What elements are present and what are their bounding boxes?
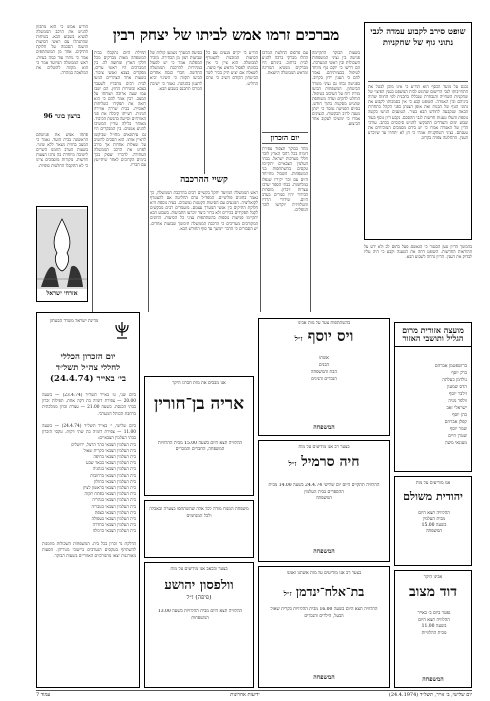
article-col-3: הודיע כי יקיים מגעים עם כל הסיעות המוכנות להצטרף לממשלה. הוא ציין כי אין בכוונתו לפסול מראש אף סיעה. לשאלה אם יציע תיק בכיר לשר הביטחון הקודם השיב כי טרם החליט. — [206, 50, 258, 86]
notice-bat-body: ההלוויה תצא היום בשעה 16.00 מבית ההלוויות בקרית שאול הבעל, הילדים והנכדים — [270, 607, 378, 619]
notice-david-family: המשפחה — [422, 676, 444, 683]
flame-memorial-icon — [37, 209, 87, 289]
main-headline: מברכים זרמו אמש לביתו של יצחק רבין — [112, 25, 340, 44]
notice-david — [394, 570, 472, 688]
top-right-story — [364, 22, 472, 240]
left-col-mid: פתחו אמש את פגישתם הראשונה בבית הועד. נאמר כי המצב בחזית נשאר ללא שינוי. בשעות הערב הוזמנו השרים לישיבה מיוחדת בה נדונו הצעות חדשות. מקורות מוסמכים ציינו כי לא התקבלו החלטות סופיות. — [36, 132, 88, 168]
footer-left: עמוד 7 — [36, 692, 51, 698]
menorah-emblem — [109, 319, 135, 341]
notice-yosef — [258, 318, 390, 436]
notice-batalinsky — [258, 566, 390, 688]
notice-wolfson — [144, 562, 254, 688]
notice-yehudit — [394, 476, 472, 566]
notice-chaya — [258, 440, 390, 562]
notice-wolfson-suffix: (פיפה) ז״ל — [186, 595, 212, 601]
council-box — [394, 322, 472, 472]
notice-yehudit-name: יהודית משולם — [403, 491, 463, 503]
notice-bat-name: בת־אלח־ינדמן ז״ל — [283, 585, 365, 599]
stamp-caption: אזרחי ישראל — [46, 290, 78, 297]
memorial-ministry: מדינת ישראל משרד הבטחון — [49, 319, 99, 324]
notice-wolfson-body: ההלוויה תצא היום מבית ההלוויות בשעה 13.00 המשפחות — [157, 609, 243, 621]
memorial-title-1: יום הזכרון הכללי — [60, 353, 116, 362]
left-col-top: הודיע אמש כי הוא מתכוון להגיש את הרכב הממשלה לנשיא בשבוע הבא. בשיחות שהתנהלו עם ראשי הסיעות הושגה הסכמה על חלוקת התיקים. אחד מן המשתתפים אמר כי נותרו עוד כמה בעיות. ראש הממשלה המיועד אמר כי הוא מקווה להשלים את המלאכה במהרה. — [36, 24, 88, 75]
article-col-4: עם פרסום החלטת המרכז החלו מברקי ברכה להגיע לבית ברחוב. ביניהם היו מברקים מנשיא המדינה ומראש הממשלה היוצאת. — [262, 50, 308, 76]
notice-yosef-top: בהשתתפות צער על מות אבינו — [297, 321, 351, 326]
notice-chaya-family: המשפחה — [313, 548, 335, 555]
memorial-title-3: בי׳ באייר (24.4.74) — [50, 375, 126, 384]
notice-david-top: אבינו היקר — [423, 575, 443, 580]
notice-arie-body: ההלוויה תצא היום בשעה 15.00 מבית ההלוויות המשפחה, החברים והמכרים — [157, 441, 243, 452]
notice-yosef-body: אשתו הבנים הבת והמשפחה הנכדים והנינים — [310, 356, 338, 382]
article-col-4b: מחר בבוקר תצפור צפירת דומיה בכל רחבי הארץ לזכר חללי מערכות ישראל. בבתי העלמין הצבאיים יתקיימו טקסים בהשתתפות בני המשפחות. השכול מתייחד היום עם זכר יקיריו שנפלו במלחמות. בבתי הספר יערכו עצרות זיכרון. מוסדות הבידור יהיו סגורים בערב היום. שידורי הרדיו והטלוויזיה יוקדשו לזכר הנופלים. — [262, 146, 308, 213]
memorial-schedule: ביום שני, ט׳ באייר תשל״ד (23.4.74) — בשעה 20.00 — צפירת דומיה בת דקה אחת. תפילות זכרון בבתי הכנסת. בשעה 21.00 — עצרת זכרון ממלכתית ברחבת הכותל המערבי. ביום שלישי, י׳ באייר תשל״ד (24.4.74) — בשעה 11.00 — צפירת דומיה בת שתי דקות. טקסי הזכרון בבתי העלמין הצבאיים: בית העלמין הצבאי בהר הרצל, ירושלים בית העלמין הצבאי בקרית שאול בית העלמין הצבאי בחיפה בית העלמין הצבאי בבאר שבע בית העלמין הצבאי בנתניה בית העלמין הצבאי ברחובות בית העלמין הצבאי בחולון בית העלמין הצבאי בראשון לציון בית העלמין הצבאי בפתח תקוה בית העלמין הצבאי בנהריה בית העלמין הצבאי בטבריה בית העלמין הצבאי בצפת בית העלמין הצבאי בעפולה בית העלמין הצבאי בחדרה בית העלמין הצבאי ברמלה הדלקת נר זכרון בכל בית. המשפחות השכולות מוזמנות להשתתף בטקסים הנערכים ביישובי מגוריהן. הסעות מאורגנות יצאו מהמרכזים האזוריים בשעות הבוקר. — [42, 393, 136, 560]
memorial-title-2: לחללי צה״ל תשל״ד — [55, 364, 121, 373]
notice-arie-top: אנו מבכים את מות חברנו היקר — [172, 381, 226, 386]
footer-center: ידיעות אחרונות — [230, 692, 260, 698]
menorah-icon — [111, 320, 133, 340]
notice-yosef-family: המשפחה — [313, 424, 335, 431]
notice-wolfson-name: וולפסון יהושע — [164, 579, 234, 593]
footer-right: יום שלישי, ב׳ אייר, תשל״ד (24.4.1974) — [388, 692, 472, 698]
notice-david-body: נפטר ביום ב׳ באייר ההלוויה תצא היום בשעה 11.00 מבית ההלוויות — [417, 611, 451, 636]
memorial-box — [36, 312, 140, 688]
notice-chaya-body: ההלוויה תתקיים היום יום שלישי 24.4.74 בשעה 14.00 מבית ההספדים בבית העלמין המשפחה — [268, 483, 380, 501]
notice-bat-top: בצער רב אנו מודיעים על מות אשתנו ואמנו — [286, 571, 362, 576]
notice-yehudit-body: ההלוויה תצא היום מבית העלמין בשעה 15.00 המשפחה — [418, 511, 450, 534]
council-title: מועצה אזורית מרום הגליל ותושבי האזור — [395, 323, 471, 347]
top-right-body: נכנס על מועד הכסף הוא הודיע כי אינו מוכן לבטל את התחייבותו לגבי הרישום שהוגש לבית המשפט בענין הפיצוי של שחקניות השחייה והנבחרת שנכללו בתכנית לפי החוזה שהיה ביניהם ובין האגודה. השופט קבע כי אין בסמכותו לקבוע את נתוני הגוף של הבנות ואת אופן הצגתן בפני הקהל בתחרות הבאה שנקבעה לחודש הבא בעיר. הטוענים הגישו בקשה נוספת והעלו טענות חדשות לגבי ההסכם. נקבע דיון נוסף בעוד שבוע ימים והצדדים התבקשו להגיש סיכומים בכתב. עורכי הדין של האגודה אמרו כי יש בידם מסמכים המוכיחים את טענתם. נציגי השחקניות אמרו כי הן לא יתחרו עד שיוכרע הענין. ההחלטה צפויה בקרוב. — [368, 84, 468, 140]
notice-chaya-top: בצער רב אנו מודיעים על מות — [298, 445, 350, 450]
yom-hazikaron-heading: יום הזכרון — [262, 132, 308, 144]
notice-chaya-name: חיה סרמיל ז״ל — [288, 455, 360, 470]
notice-bat-family: המשפחה — [313, 674, 335, 681]
notice-filler-mid — [144, 500, 254, 558]
notice-arie — [144, 376, 254, 496]
right-long-col: בהמשך הדיון טען הסנגור כי הנאשם פעל בתום לב ולא ידע על ההוראות החדשות. השופט דחה את הטענה וקבע כי היה עליו לבדוק את הענין. הדיון נדחה לשבוע הבא. — [364, 244, 472, 260]
notice-yosef-name: ויס יוסף ז״ל — [294, 329, 354, 345]
notice-arie-name: אריה בן־חורין — [153, 395, 244, 414]
top-right-headline: שופט סירב לקבוע עמדה לגבי נתוני גוף של שחקניות — [370, 26, 466, 47]
article-col-2b: ראש הממשלה המיועד יתקל בקשיים רבים בהרכבת הממשלה, כך נאמר בחוגים פוליטיים. המפד״ל טרם החליטה אם להצטרף לקואליציה. המגעים עם הסיעות הקטנות נמשכים. בעיה נוספת היא חלוקת התיקים בין אנשי המערך עצמם. מועמדים רבים מבקשים לקבל תפקידים בכירים ולא ברור כיצד יוכרעו התביעות. בשבוע הבא יתקיימו פגישות נוספות בהשתתפות נציגי כל הסיעות. החוגים המקורבים מעריכים כי הרכבת הממשלה תימשך שבועות אחדים. יש הסבורים כי הדבר יימשך עד סוף החודש הבא. — [150, 190, 258, 231]
article-col-1: תחילת היום נתקבלו בבית המשפחה מאות מברקים מכל חלקי הארץ ומחוצה לה. בין המברכים היו ראשי ערים, מפקדים בצבא ואנשי ציבור. בשעות אחר הצהריים הגיעו לבית רבים מחבריו לשעבר בצבא ובשירות החוץ. הם ישבו עמו שעה ארוכה ושוחחו על המצב. רבין אמר להם כי הוא רואה את תפקידו כשליחות לאומית. בבית שררה אווירה חגיגית. רעייתו קיבלה את פני האורחים וסייעה בהגשת הכיבוד. מאוחר בלילה עדיין המשיכו להגיע אנשים. בין המבקרים היו גם עיתונאים מחו״ל שביקשו לראיין אותו. הוא הסכים להשיב על שאלות אחדות אך סירב לפרט את הרכב הממשלה העתידה. לדבריו יעסוק בכך בימים הקרובים לאחר שיתייעץ עם חבריו. — [94, 50, 146, 168]
notice-yehudit-top: אנו מודיעים על מות — [415, 481, 451, 486]
notice-david-name: דוד מצוב — [409, 585, 457, 600]
notice-wolfson-top: בצער ובכאב אנו מודיעים על מות — [170, 567, 228, 572]
article-col-2: בסיעת המערך נשמעו קולות של שביעות רצון מן הבחירה. מזכיר המפלגה אמר כי יש לפעול במהירות להרכבת הממשלה החדשה. חברי כנסת אחדים הביעו תקווה כי השינוי יביא לרענון בהנהגה. נאמר כי ישיבת המרכז תתכנס בשבוע הבא. — [150, 50, 202, 91]
article-col-5: בשעות הבוקר התקיימה פגישה בין נציגי המשפחות השכולות ובין ראשי המערכת. הם דרשו כי יוקם גוף מיוחד לטיפול בבעיותיהם. נאמר להם כי הענין יידון בקרוב. בפגישה נכחו גם נציגי משרד הביטחון. המשפחות הביעו מורת רוח על העיכוב בטיפול. הוחלט להקים ועדה משותפת שתגיש מסקנות בתוך חודש. בסיום הפגישה נמסר כי יינתן מענה לרוב הבקשות. הנציגים אמרו כי ימשיכו לעקוב אחר הביצוע. — [312, 50, 360, 127]
kashei-heading: קשיי ההרכבה — [180, 175, 228, 185]
stamp-illustration — [36, 206, 88, 302]
filler-mid-text: משפחת המנוח מודה לכל אלה שהשתתפו בצערה ובאבלה ולכל המנחמים — [149, 507, 249, 519]
council-names: ברזשפטמן אברהם ברק יוסף גולדמן בעלתה הדס שמעון זילבר יוסף וולפר מניה ישראלי זאב כהן יוסף קפלן אברהם שמר יוסף שטרן חיים מעונאי משה — [434, 364, 467, 446]
year-label: ברצון בוגר 96 — [43, 112, 81, 120]
